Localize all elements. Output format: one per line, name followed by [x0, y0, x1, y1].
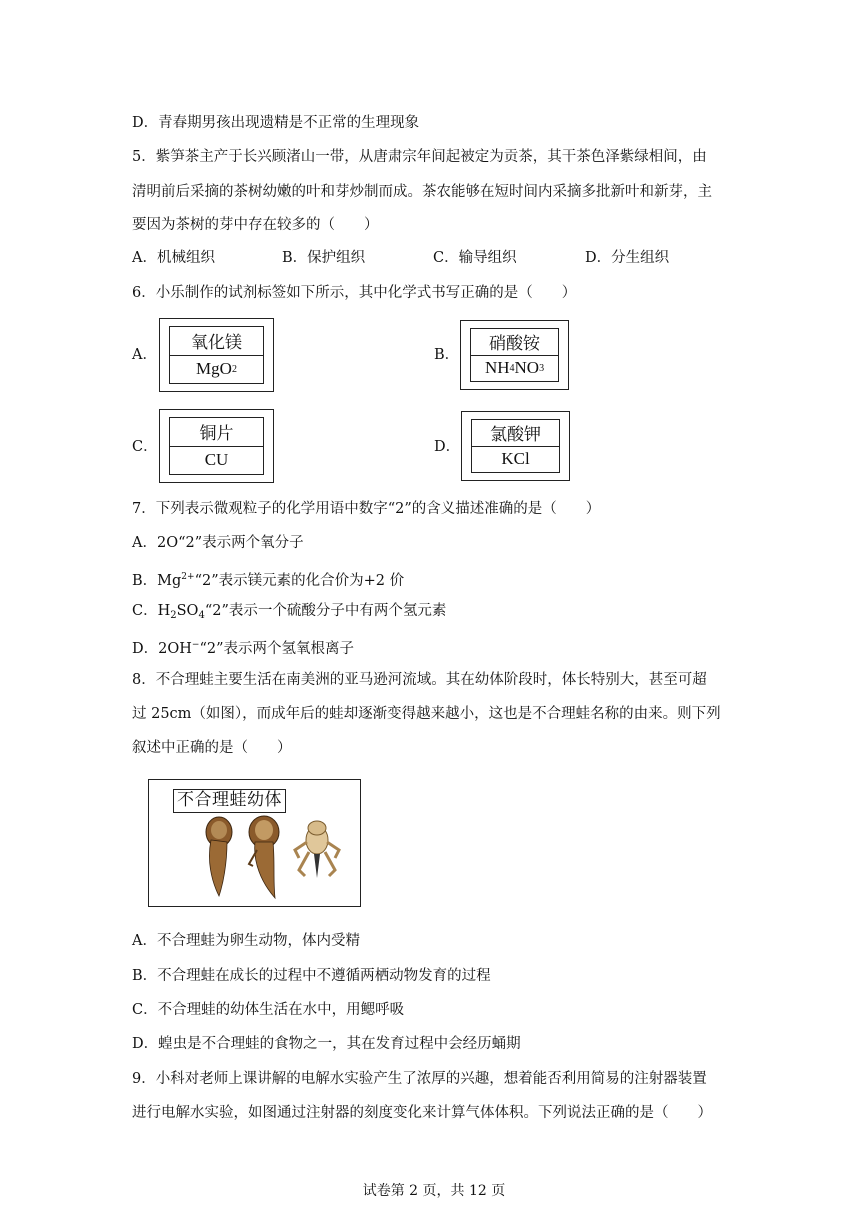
reagent-name: 氯酸钾: [472, 420, 559, 447]
q5-stem-line-1: 5．紫笋茶主产于长兴顾渚山一带，从唐肃宗年间起被定为贡茶，其干茶色泽紫绿相间，由: [132, 149, 707, 165]
q6-letter-b: B．: [434, 347, 460, 363]
q8-stem-line-1: 8．不合理蛙主要生活在南美洲的亚马逊河流域。其在幼体阶段时，体长特别大，甚至可超: [132, 672, 707, 688]
q6-letter-c: C．: [132, 439, 158, 455]
frog-figure: [148, 779, 361, 907]
reagent-formula: KCl: [501, 449, 530, 469]
reagent-formula: MgO 2: [196, 359, 237, 379]
q5-option-a: A．机械组织: [132, 250, 215, 266]
q7-option-d: D．2OH−“2”表示两个氢氧根离子: [132, 640, 354, 657]
reagent-name: 硝酸铵: [471, 329, 558, 356]
q4-option-d: D．青春期男孩出现遗精是不正常的生理现象: [132, 115, 420, 131]
reagent-label-d: [461, 411, 570, 481]
q8-option-b: B．不合理蛙在成长的过程中不遵循两栖动物发育的过程: [132, 968, 491, 984]
figure-title: 不合理蛙幼体: [173, 789, 286, 813]
q5-option-b: B．保护组织: [282, 250, 366, 266]
froglet-icon: [295, 821, 339, 878]
q8-option-a: A．不合理蛙为卵生动物，体内受精: [132, 933, 360, 949]
q6-stem: 6．小乐制作的试剂标签如下所示，其中化学式书写正确的是（ ）: [132, 285, 577, 301]
reagent-formula: NH 4 NO 3: [484, 358, 545, 378]
q7-stem: 7．下列表示微观粒子的化学用语中数字“2”的含义描述准确的是（ ）: [132, 501, 601, 517]
tadpole-with-legs-icon: [249, 816, 279, 898]
q5-stem-line-3: 要因为茶树的芽中存在较多的（ ）: [132, 217, 379, 233]
q5-option-d: D．分生组织: [585, 250, 670, 266]
q7-option-c: C．$H_2SO_4“2$”表示一个硫酸分子中有两个氢元素: [132, 603, 447, 621]
q7-option-b: B．$Mg^{2+}“2$”表示镁元素的化合价为+2 价: [132, 572, 405, 589]
q6-letter-a: A．: [132, 347, 157, 363]
q7-option-a: A．2O“2”表示两个氧分子: [132, 535, 304, 551]
q9-stem-line-1: 9．小科对老师上课讲解的电解水实验产生了浓厚的兴趣，想着能否利用简易的注射器装置: [132, 1071, 707, 1087]
q8-stem-line-2: 过 25cm（如图），而成年后的蛙却逐渐变得越来越小，这也是不合理蛙名称的由来。则下列: [132, 706, 721, 722]
frog-illustration: [149, 780, 359, 904]
reagent-label-b: [460, 320, 569, 390]
q5-stem-line-2: 清明前后采摘的茶树幼嫩的叶和芽炒制而成。茶农能够在短时间内采摘多批新叶和新芽，主: [132, 184, 712, 200]
reagent-label-a: [159, 318, 274, 392]
reagent-formula: CU: [204, 450, 229, 470]
reagent-name: 铜片: [170, 418, 263, 447]
q6-letter-d: D．: [434, 439, 461, 455]
q9-stem-line-2: 进行电解水实验，如图通过注射器的刻度变化来计算气体体积。下列说法正确的是（ ）: [132, 1105, 712, 1121]
q8-option-d: D．蝗虫是不合理蛙的食物之一，其在发育过程中会经历蛹期: [132, 1036, 521, 1052]
reagent-label-c: [159, 409, 274, 483]
q8-option-c: C．不合理蛙的幼体生活在水中，用鳃呼吸: [132, 1002, 405, 1018]
q5-option-c: C．输导组织: [433, 250, 517, 266]
reagent-name: 氧化镁: [170, 327, 263, 356]
q8-stem-line-3: 叙述中正确的是（ ）: [132, 740, 292, 756]
tadpole-icon: [206, 817, 232, 896]
page-footer: 试卷第 2 页，共 12 页: [362, 1183, 506, 1199]
